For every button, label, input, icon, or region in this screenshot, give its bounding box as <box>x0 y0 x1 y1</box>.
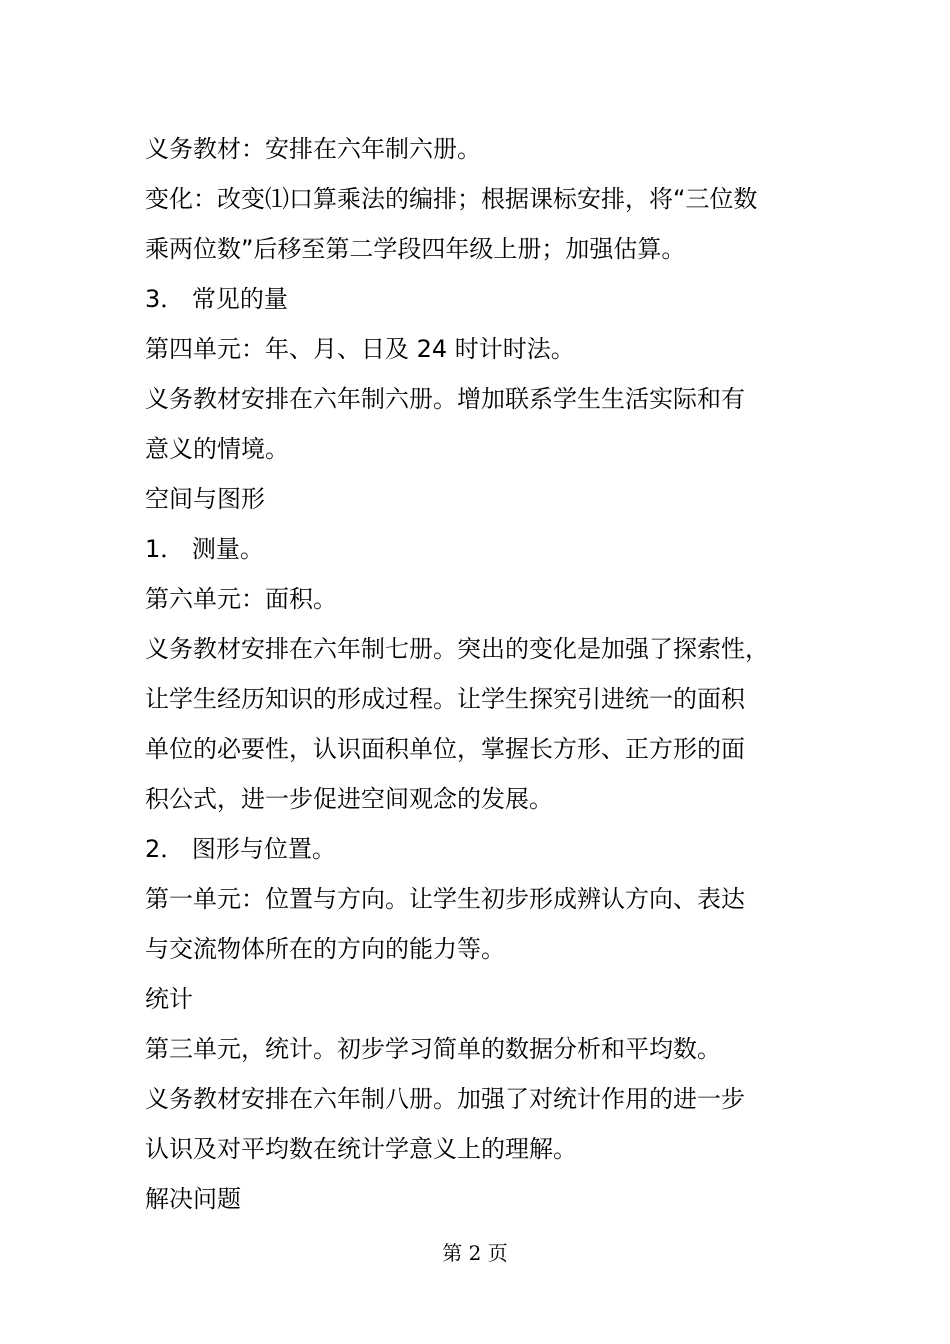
section-heading: 统计 <box>145 985 193 1013</box>
text-line: 意义的情境。 <box>145 435 289 463</box>
text-line: 与交流物体所在的方向的能力等。 <box>145 935 505 963</box>
text-line: 变化：改变⑴口算乘法的编排；根据课标安排，将“三位数 <box>145 185 758 213</box>
text-line: 义务教材安排在六年制七册。突出的变化是加强了探索性， <box>145 635 769 663</box>
section-heading: 3． 常见的量 <box>145 285 288 313</box>
section-heading: 解决问题 <box>145 1185 241 1213</box>
page-number: 第 2 页 <box>442 1241 508 1265</box>
section-heading: 1． 测量。 <box>145 535 264 563</box>
text-line: 单位的必要性，认识面积单位，掌握长方形、正方形的面 <box>145 735 745 763</box>
text-line: 义务教材：安排在六年制六册。 <box>145 135 481 163</box>
text-line: 积公式，进一步促进空间观念的发展。 <box>145 785 553 813</box>
text-line: 乘两位数”后移至第二学段四年级上册；加强估算。 <box>145 235 686 263</box>
text-line: 第一单元：位置与方向。让学生初步形成辨认方向、表达 <box>145 885 745 913</box>
section-heading: 2． 图形与位置。 <box>145 835 336 863</box>
text-line: 让学生经历知识的形成过程。让学生探究引进统一的面积 <box>145 685 745 713</box>
text-line: 义务教材安排在六年制六册。增加联系学生生活实际和有 <box>145 385 745 413</box>
text-line: 认识及对平均数在统计学意义上的理解。 <box>145 1135 577 1163</box>
document-body <box>145 124 815 1224</box>
section-heading: 空间与图形 <box>145 485 265 513</box>
text-line: 第四单元：年、月、日及 24 时计时法。 <box>145 335 575 363</box>
text-line: 义务教材安排在六年制八册。加强了对统计作用的进一步 <box>145 1085 745 1113</box>
text-line: 第三单元，统计。初步学习简单的数据分析和平均数。 <box>145 1035 721 1063</box>
text-line: 第六单元：面积。 <box>145 585 337 613</box>
